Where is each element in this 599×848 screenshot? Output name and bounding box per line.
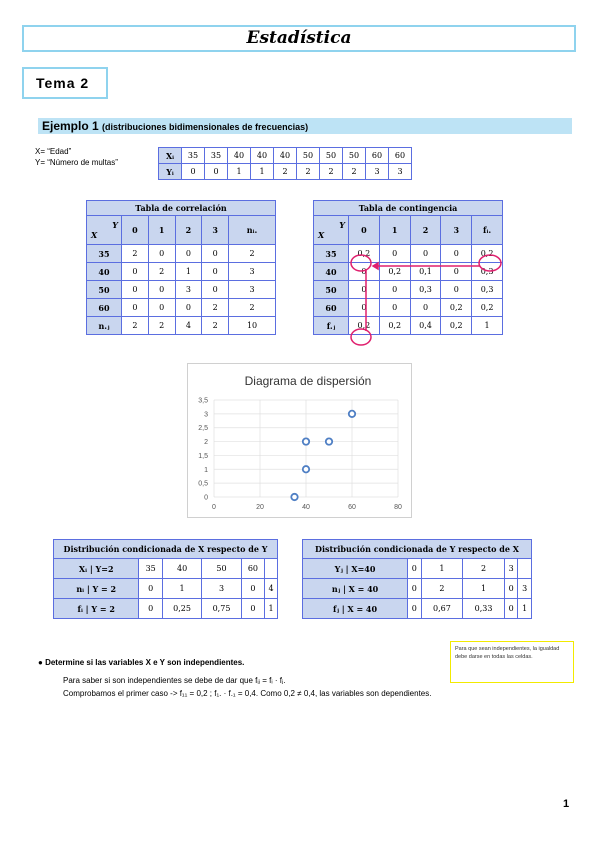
table-cell: 0 [408,579,421,599]
table-cell: 0,2 [349,317,380,335]
row-header: 35 [314,245,349,263]
row-header: 40 [314,263,349,281]
data-point [326,438,332,444]
contingencia-title: Tabla de contingencia [313,200,503,215]
x-tick-label: 40 [302,504,310,511]
table-cell: 3 [175,281,202,299]
row-header: nⱼ | X = 40 [303,579,408,599]
table-cell: 0 [379,299,410,317]
xy-cell: 1 [228,164,251,180]
row-header: 60 [314,299,349,317]
y-tick-label: 3,5 [198,397,208,405]
table-cell: 0 [410,245,441,263]
y-tick-label: 0,5 [198,480,208,488]
table-cell: 0 [175,299,202,317]
table-cell: 0 [379,281,410,299]
table-cell: 40 [162,559,201,579]
x-tick-label: 0 [212,504,216,511]
x-tick-label: 20 [256,504,264,511]
xy-cell: 2 [343,164,366,180]
table-cell: 3 [518,579,532,599]
table-cell: 1 [175,263,202,281]
table-cell: 3 [202,579,241,599]
table-cell: 1 [162,579,201,599]
xy-header: Yᵢ [159,164,182,180]
table-cell: 2 [202,299,229,317]
corner-x: X [318,230,325,240]
table-cell: 0 [349,299,380,317]
circle-fdot1 [351,329,371,345]
circle-f11 [351,255,371,271]
tema-heading: Tema 2 [22,67,108,99]
row-header: 50 [87,281,122,299]
column-header: 2 [410,216,441,245]
table-cell: 0 [122,299,149,317]
table-title-row [54,540,278,559]
table-cell: 0 [349,263,380,281]
table-cell: 0 [148,299,175,317]
table-cell: 0 [202,263,229,281]
column-header: 2 [175,216,202,245]
corner-y: Y [112,220,118,230]
table-cell: 1 [463,579,505,599]
data-point [349,411,355,417]
table-cell [518,559,532,579]
y-tick-label: 0 [204,494,208,502]
table-cell: 0 [408,559,421,579]
table-cell: 0 [202,281,229,299]
row-header: 40 [87,263,122,281]
cond_x-title: Distribución condicionada de X respecto de Y [54,540,278,559]
table-header-row [87,216,276,245]
var-y: Y= “Número de multas” [35,158,118,167]
table-cell: 0 [504,599,517,619]
correlacion-title: Tabla de correlación [86,200,276,215]
table-cell: 0 [379,245,410,263]
cond-x-table [53,539,278,619]
table-cell: 0,2 [441,317,472,335]
table-cell: 0 [139,599,162,619]
table-cell: 0 [408,599,421,619]
x-tick-label: 80 [394,504,402,511]
table-cell: 0,4 [410,317,441,335]
xy-header: Xᵢ [159,148,182,164]
xy-cell: 2 [297,164,320,180]
table-cell: 2 [148,263,175,281]
ejemplo-heading [38,118,572,134]
xy-cell: 60 [366,148,389,164]
table-cell: 0 [139,579,162,599]
xy-cell: 40 [228,148,251,164]
table-cell: 2 [463,559,505,579]
xy-cell: 60 [389,148,412,164]
corner-y: Y [339,220,345,230]
table-cell: 0 [175,245,202,263]
table-cell: 0 [148,281,175,299]
row-header: f.ⱼ [314,317,349,335]
table-cell: 0,2 [349,245,380,263]
table-row [54,579,278,599]
row-header: n.ⱼ [87,317,122,335]
xy-row [159,148,412,164]
table-row [87,299,276,317]
table-row [87,263,276,281]
table-cell: 0 [241,599,264,619]
table-cell: 50 [202,559,241,579]
column-header: fᵢ. [472,216,503,245]
column-header: 0 [122,216,149,245]
row-header: fⱼ | X = 40 [303,599,408,619]
table-cell: 3 [229,281,276,299]
column-header: 0 [349,216,380,245]
table-row [87,245,276,263]
cond-y-table [302,539,532,619]
table-cell: 0,3 [410,281,441,299]
page-title: Estadística [22,25,576,52]
xy-cell: 0 [205,164,228,180]
table-cell: 0,2 [379,317,410,335]
table-cell: 2 [122,317,149,335]
y-tick-label: 2,5 [198,425,208,433]
table-row [303,579,532,599]
correlation-table [86,200,276,335]
table-cell: 2 [421,579,463,599]
xy-cell: 3 [389,164,412,180]
page-number: 1 [563,798,570,810]
line-independence: Para saber si son independientes se debe de dar que fᵢⱼ = fᵢ · fⱼ. [63,676,286,685]
table-cell: 0,2 [379,263,410,281]
row-header: 35 [87,245,122,263]
xy-cell: 50 [343,148,366,164]
table-cell: 3 [229,263,276,281]
xy-row [159,164,412,180]
y-tick-label: 3 [204,411,208,419]
table-row [303,599,532,619]
table-cell: 0,2 [472,299,503,317]
row-header: Xᵢ | Y=2 [54,559,139,579]
table-title-row [303,540,532,559]
table-cell: 0 [441,263,472,281]
column-header: 1 [148,216,175,245]
line-check: Comprobamos el primer caso -> f₁₁ = 0,2 ; f₁. · f.₁ = 0,4. Como 0,2 ≠ 0,4, las variables son dependientes. [63,689,432,698]
circle-f1dot [479,255,501,271]
table-cell: 1 [421,559,463,579]
table-cell: 0 [349,281,380,299]
table-cell: 0 [122,281,149,299]
table-cell: 0,75 [202,599,241,619]
x-tick-label: 60 [348,504,356,511]
var-x: X= “Edad” [35,147,72,156]
contingency-annotations [313,200,513,350]
table-cell: 1 [472,317,503,335]
xy-cell: 35 [182,148,205,164]
xy-cell: 35 [205,148,228,164]
cond_y-title: Distribución condicionada de Y respecto de X [303,540,532,559]
table-cell: 35 [139,559,162,579]
table-cell: 0 [441,245,472,263]
table-cell: 0,33 [463,599,505,619]
row-header: nᵢ | Y = 2 [54,579,139,599]
chart-title: Diagrama de dispersión [244,374,372,388]
table-row [87,281,276,299]
table-cell: 4 [175,317,202,335]
corner-x: X [91,230,98,240]
xy-cell: 50 [297,148,320,164]
table-cell: 0 [148,245,175,263]
ejemplo-sub: (distribuciones bidimensionales de frecuencias) [102,122,309,132]
table-row [87,317,276,335]
table-cell: 10 [229,317,276,335]
column-header: 1 [379,216,410,245]
xy-cell: 2 [274,164,297,180]
xy-cell: 3 [366,164,389,180]
row-header: fᵢ | Y = 2 [54,599,139,619]
data-point [303,438,309,444]
column-header: 3 [202,216,229,245]
table-cell: 3 [504,559,517,579]
table-cell: 0 [122,263,149,281]
table-cell: 2 [202,317,229,335]
table-cell: 0,2 [472,245,503,263]
table-cell: 0,25 [162,599,201,619]
bullet-text: Determine si las variables X e Y son independientes. [45,658,245,667]
data-point [303,466,309,472]
y-tick-label: 1,5 [198,452,208,460]
table-cell: 2 [229,245,276,263]
xy-cell: 0 [182,164,205,180]
bullet-question: ● Determine si las variables X e Y son independientes. [38,658,245,667]
table-row [54,599,278,619]
row-header: Yⱼ | X=40 [303,559,408,579]
row-header: 50 [314,281,349,299]
table-cell: 2 [122,245,149,263]
y-tick-label: 2 [204,439,208,447]
table-cell: 0 [241,579,264,599]
table-cell: 1 [518,599,532,619]
xy-cell: 40 [274,148,297,164]
scatter-chart [187,363,412,518]
table-row [303,559,532,579]
table-row [54,559,278,579]
xy-table [158,147,412,180]
xy-cell: 1 [251,164,274,180]
table-cell: 4 [265,579,278,599]
xy-cell: 50 [320,148,343,164]
y-tick-label: 1 [204,466,208,474]
corner-cell [87,216,122,245]
column-header: nᵢ. [229,216,276,245]
xy-cell: 2 [320,164,343,180]
column-header: 3 [441,216,472,245]
table-cell: 0 [410,299,441,317]
table-cell: 0 [441,281,472,299]
table-cell: 0,3 [472,263,503,281]
data-point [291,494,297,500]
table-cell: 0,3 [472,281,503,299]
table-cell [265,559,278,579]
table-cell: 60 [241,559,264,579]
table-cell: 0,67 [421,599,463,619]
ejemplo-label: Ejemplo 1 [42,119,99,133]
row-header: 60 [87,299,122,317]
xy-cell: 40 [251,148,274,164]
table-cell: 0,1 [410,263,441,281]
table-cell: 2 [148,317,175,335]
table-cell: 0,2 [441,299,472,317]
table-cell: 0 [202,245,229,263]
note-box: Para que sean independientes, la igualdad debe darse en todas las celdas. [450,641,574,683]
table-cell: 2 [229,299,276,317]
table-cell: 0 [504,579,517,599]
table-cell: 1 [265,599,278,619]
